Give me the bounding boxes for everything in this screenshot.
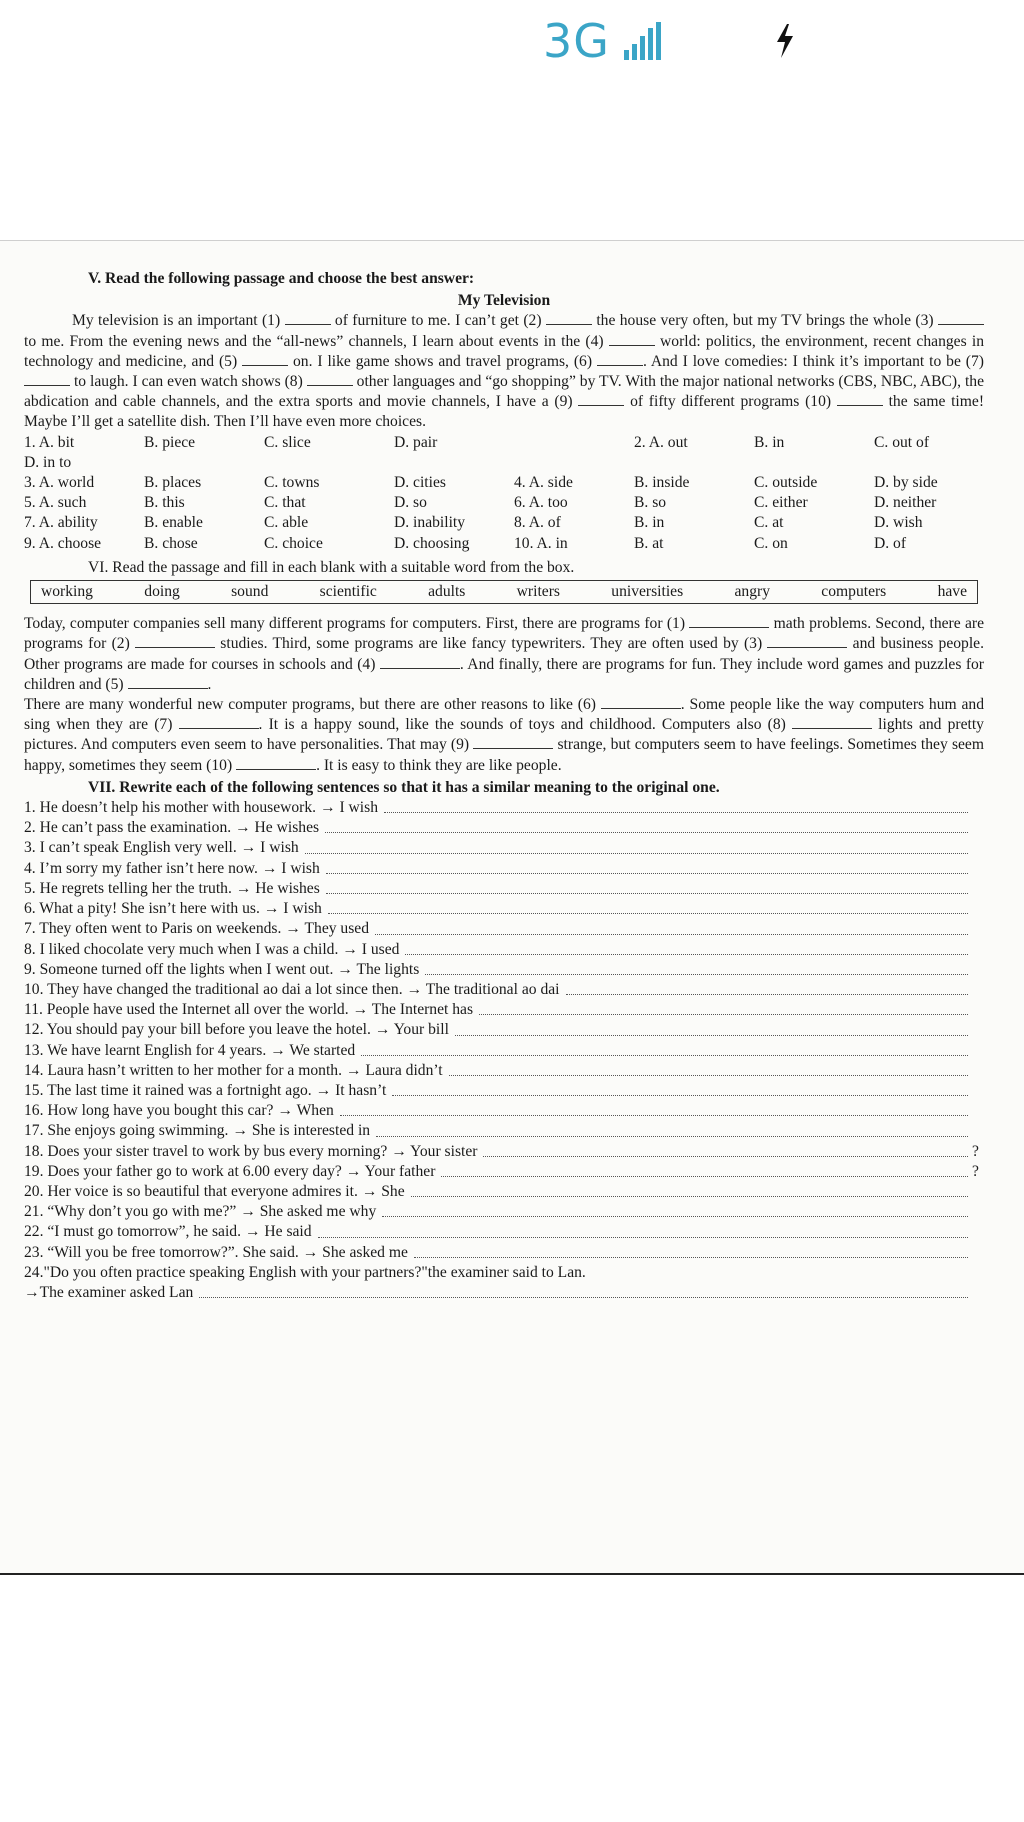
charging-icon <box>775 24 795 58</box>
options-row: 1. A. bit B. piece C. slice D. pair 2. A. out B. in C. out of <box>24 433 930 451</box>
rewrite-prompt: 17. She enjoys going swimming. → She is interested in <box>24 1122 371 1140</box>
answer-line[interactable] <box>479 1000 968 1015</box>
status-bar <box>0 0 1024 90</box>
question-mark <box>972 960 984 980</box>
answer-line[interactable] <box>455 1020 968 1035</box>
word-box-item: writers <box>516 583 560 601</box>
rewrite-item <box>24 1020 984 1040</box>
answer-line[interactable] <box>483 1142 968 1157</box>
rewrite-prompt: 4. I’m sorry my father isn’t here now. → I wish <box>24 859 320 877</box>
answer-line[interactable] <box>414 1243 968 1258</box>
rewrite-prompt: 9. Someone turned off the lights when I went out. → The lights <box>24 960 420 978</box>
signal-strength-icon <box>622 22 666 62</box>
network-type-label: 3G <box>543 14 610 68</box>
question-mark <box>972 1202 984 1222</box>
rewrite-item <box>24 1081 984 1101</box>
answer-line[interactable] <box>449 1061 968 1076</box>
answer-line[interactable] <box>318 1222 968 1237</box>
rewrite-item <box>24 818 984 838</box>
answer-line[interactable] <box>340 1101 968 1116</box>
question-mark <box>972 1182 984 1202</box>
question-mark <box>972 1041 984 1061</box>
options-row: 7. A. ability B. enable C. able D. inability 8. A. of B. in C. at D. wish <box>24 514 923 532</box>
passage-computers-1: Today, computer companies sell many different programs for computers. First, there are programs for (1) math problems. Second, there are programs for (2) studies. Third, some programs are like fancy typewriters. They are often used by (3) and business people. Other programs are made for courses in schools and (4) . And finally, there are programs for fun. They include word games and puzzles for children and (5) . <box>24 615 985 693</box>
rewrite-item <box>24 1101 984 1121</box>
word-box-item: working <box>41 583 93 601</box>
rewrite-prompt: 7. They often went to Paris on weekends. → They used <box>24 920 370 938</box>
rewrite-prompt: 16. How long have you bought this car? → When <box>24 1102 334 1120</box>
word-box-item: angry <box>734 583 770 601</box>
options-row: 5. A. such B. this C. that D. so 6. A. too B. so C. either D. neither <box>24 494 937 512</box>
answer-line[interactable] <box>326 879 968 894</box>
rewrite-prompt: 18. Does your sister travel to work by bus every morning? → Your sister <box>24 1142 478 1160</box>
answer-line[interactable] <box>405 940 968 955</box>
question-mark <box>972 838 984 858</box>
word-box-item: sound <box>231 583 269 601</box>
passage-my-television: My television is an important (1) of furniture to me. I can’t get (2) the house very often, but my TV brings the whole (3) to me. From the evening news and the “all-news” channels, I learn about events in the (4) world: politics, the environment, recent changes in technology and medicine, and (5) on. I like game shows and travel programs, (6) . And I love comedies: I think it’s important to be (7) to laugh. I can even watch shows (8) other languages and “go shopping” by TV. With the major national networks (CBS, NBC, ABC), the abdication and cable channels, and the extra sports and movie channels, I have a (9) of fifty different programs (10) the same time! Maybe I’ll get a satellite dish. Then I’ll have even more choices. <box>24 312 985 431</box>
question-mark <box>972 1061 984 1081</box>
answer-line[interactable] <box>392 1081 968 1096</box>
answer-line[interactable] <box>375 919 968 934</box>
answer-line[interactable] <box>326 859 968 874</box>
rewrite-item <box>24 1121 984 1141</box>
question-mark <box>972 1020 984 1040</box>
rewrite-item <box>24 899 984 919</box>
rewrite-prompt: 20. Her voice is so beautiful that everyone admires it. → She <box>24 1182 405 1200</box>
question-mark <box>972 980 984 1000</box>
question-mark <box>972 1243 984 1263</box>
section-vii-title: VII. Rewrite each of the following sentences so that it has a similar meaning to the original one. <box>88 778 720 796</box>
question-mark <box>972 879 984 899</box>
answer-line[interactable] <box>566 980 968 995</box>
rewrite-prompt: 6. What a pity! She isn’t here with us. → I wish <box>24 900 322 918</box>
answer-line[interactable] <box>441 1162 968 1177</box>
rewrite-prompt: 8. I liked chocolate very much when I was a child. → I used <box>24 940 400 958</box>
rewrite-prompt: 19. Does your father go to work at 6.00 every day? → Your father <box>24 1162 436 1180</box>
rewrite-prompt: 22. “I must go tomorrow”, he said. → He said <box>24 1223 312 1241</box>
word-box-item: computers <box>821 583 887 601</box>
question-mark <box>972 1121 984 1141</box>
answer-line[interactable] <box>425 960 968 975</box>
rewrite-item <box>24 838 984 858</box>
rewrite-item <box>24 960 984 980</box>
rewrite-prompt: 1. He doesn’t help his mother with housework. → I wish <box>24 799 378 817</box>
answer-line[interactable] <box>328 899 968 914</box>
rewrite-prompt: 13. We have learnt English for 4 years. → We started <box>24 1041 356 1059</box>
rewrite-list <box>24 798 984 1263</box>
answer-line[interactable] <box>361 1041 968 1056</box>
rewrite-prompt: 2. He can’t pass the examination. → He wishes <box>24 819 320 837</box>
rewrite-item <box>24 1000 984 1020</box>
rewrite-item-24: 24."Do you often practice speaking English with your partners?"the examiner said to Lan. <box>24 1263 586 1281</box>
answer-line[interactable] <box>382 1202 968 1217</box>
question-mark <box>972 940 984 960</box>
rewrite-item <box>24 919 984 939</box>
answer-line[interactable] <box>305 838 968 853</box>
rewrite-item <box>24 879 984 899</box>
rewrite-prompt: 21. “Why don’t you go with me?” → She asked me why <box>24 1203 377 1221</box>
passage-computers-2: There are many wonderful new computer programs, but there are other reasons to like (6) . Some people like the way computers hum and sing when they are (7) . It is a happy sound, like the sounds of toys and childhood. Computers also (8) lights and pretty pictures. And computers even seem to have personalities. That may (9) strange, but computers seem to have feelings. Sometimes they seem happy, sometimes they seem (10) . It is easy to think they are like people. <box>24 696 984 774</box>
rewrite-prompt: 23. “Will you be free tomorrow?”. She said. → She asked me <box>24 1243 408 1261</box>
rewrite-prompt: 11. People have used the Internet all over the world. → The Internet has <box>24 1001 474 1019</box>
rewrite-item <box>24 1041 984 1061</box>
rewrite-prompt: 5. He regrets telling her the truth. → He wishes <box>24 879 320 897</box>
rewrite-item <box>24 980 984 1000</box>
rewrite-item <box>24 940 984 960</box>
question-mark: ? <box>972 1142 979 1160</box>
rewrite-item <box>24 859 984 879</box>
question-mark <box>972 919 984 939</box>
options-row-tail: D. in to <box>24 453 72 471</box>
options-row: 9. A. choose B. chose C. choice D. choosing 10. A. in B. at C. on D. of <box>24 534 907 552</box>
section-v-title: V. Read the following passage and choose the best answer: <box>88 270 475 287</box>
section-vi-title: VI. Read the passage and fill in each blank with a suitable word from the box. <box>88 558 575 576</box>
rewrite-prompt: 12. You should pay your bill before you leave the hotel. → Your bill <box>24 1021 449 1039</box>
question-mark <box>972 798 984 818</box>
question-mark <box>972 1081 984 1101</box>
word-box-item: have <box>937 583 967 601</box>
answer-line[interactable] <box>411 1182 968 1197</box>
answer-line[interactable] <box>376 1121 968 1136</box>
rewrite-item <box>24 1142 984 1162</box>
worksheet-photo <box>0 240 1024 1575</box>
word-box-item: adults <box>428 583 466 601</box>
word-box <box>30 580 978 604</box>
question-mark <box>972 859 984 879</box>
rewrite-item <box>24 1243 984 1263</box>
question-mark: ? <box>972 1162 979 1180</box>
rewrite-prompt: 14. Laura hasn’t written to her mother for a month. → Laura didn’t <box>24 1061 443 1079</box>
rewrite-item <box>24 1202 984 1222</box>
passage-title: My Television <box>457 292 551 310</box>
word-box-item: scientific <box>319 583 377 601</box>
rewrite-item <box>24 1061 984 1081</box>
word-box-item: doing <box>144 583 180 601</box>
question-mark <box>972 818 984 838</box>
answer-line[interactable] <box>384 798 968 813</box>
rewrite-prompt: 15. The last time it rained was a fortnight ago. → It hasn’t <box>24 1081 387 1099</box>
rewrite-prompt: 10. They have changed the traditional ao dai a lot since then. → The traditional ao dai <box>24 980 560 998</box>
rewrite-prompt: 3. I can’t speak English very well. → I wish <box>24 839 299 857</box>
answer-options <box>24 433 984 554</box>
question-mark <box>972 1101 984 1121</box>
rewrite-answer-24: →The examiner asked Lan <box>24 1283 984 1303</box>
answer-line[interactable] <box>325 818 968 833</box>
options-row: 3. A. world B. places C. towns D. cities 4. A. side B. inside C. outside D. by side <box>24 474 938 492</box>
question-mark <box>972 899 984 919</box>
word-box-item: universities <box>611 583 684 601</box>
question-mark <box>972 1222 984 1242</box>
question-mark <box>972 1000 984 1020</box>
rewrite-item <box>24 1182 984 1202</box>
rewrite-item <box>24 1222 984 1242</box>
rewrite-item <box>24 798 984 818</box>
rewrite-item <box>24 1162 984 1182</box>
